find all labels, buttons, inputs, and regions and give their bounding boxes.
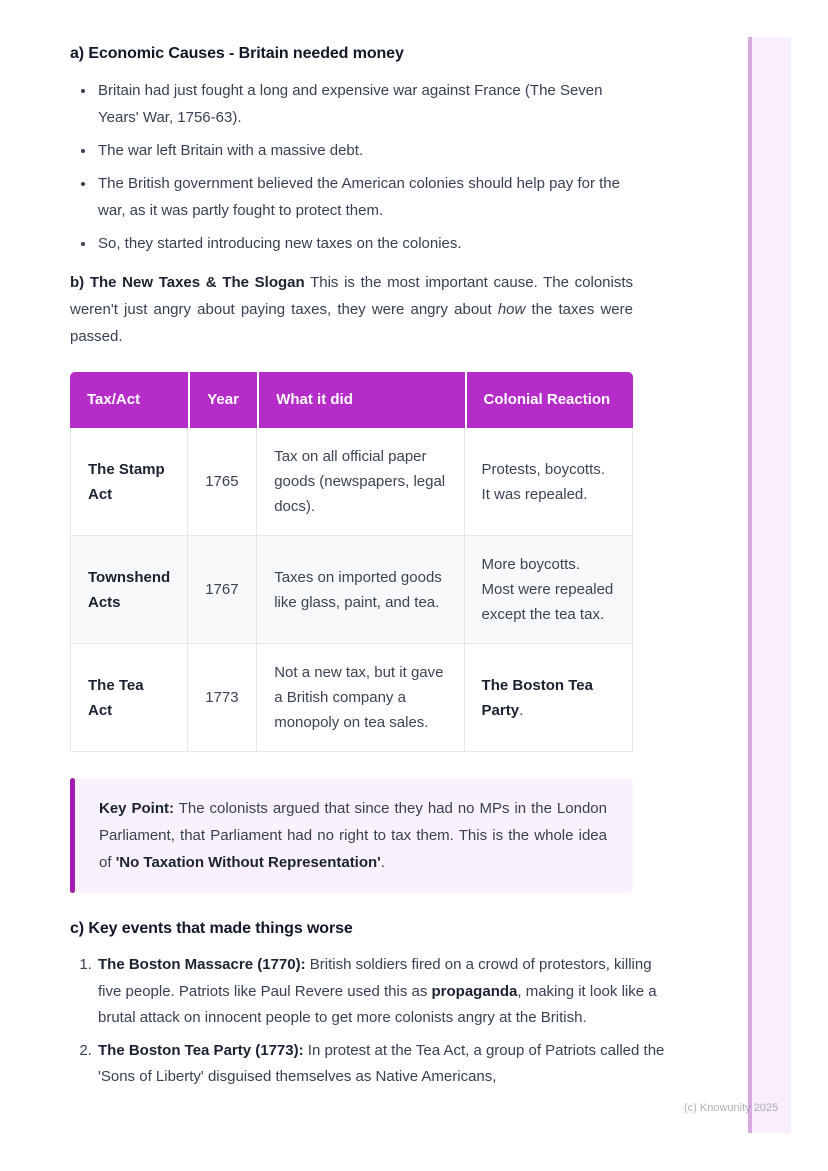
bullet-item: • Britain had just fought a long and expensive war against France (The Seven Years' War, 1756-63).	[96, 77, 633, 131]
bullet-item: • So, they started introducing new taxes on the colonies.	[96, 230, 633, 257]
section-a-bullet-list	[70, 77, 633, 257]
column-header-what-it-did: What it did	[257, 372, 464, 428]
table-row-stamp-act	[70, 428, 633, 536]
keypoint-callout	[70, 778, 633, 893]
item-text: British soldiers fired on a crowd of protestors, killing five people. Patriots like Paul Revere used this as	[98, 956, 652, 1000]
table-row-tea-act	[70, 644, 633, 752]
cell-colonial-reaction: More boycotts. Most were repealed except the tea tax.	[465, 536, 633, 644]
cell-colonial-reaction	[465, 644, 633, 752]
table-header-row	[70, 372, 633, 428]
item-lead-bold: The Boston Tea Party (1773):	[98, 1041, 304, 1059]
section-c-numbered-list	[70, 952, 668, 1091]
section-a-heading: a) Economic Causes - Britain needed money	[70, 45, 404, 62]
keypoint-label: Key Point:	[99, 800, 174, 817]
keypoint-accent-bar	[70, 778, 75, 893]
section-b-italic-word: how	[497, 301, 526, 318]
section-b-text: the taxes were passed.	[70, 301, 633, 345]
cell-tax-act: Townshend Acts	[70, 536, 188, 644]
cell-colonial-reaction: Protests, boycotts. It was repealed.	[465, 428, 633, 536]
cell-reaction-suffix: .	[519, 701, 524, 719]
item-lead-bold: The Boston Massacre (1770):	[98, 956, 306, 973]
copyright-watermark: (c) Knowunity 2025	[684, 1102, 779, 1114]
bullet-item: • The war left Britain with a massive debt.	[96, 137, 633, 164]
item-text: In protest at the Tea Act, a group of Patriots called the 'Sons of Liberty' disguised themselves as Native Americans,	[98, 1041, 665, 1085]
cell-year: 1773	[188, 644, 257, 752]
keypoint-body: The colonists argued that since they had no MPs in the London Parliament, that Parliament had no right to tax them. This is the whole idea of	[99, 800, 607, 871]
column-header-colonial-reaction: Colonial Reaction	[465, 372, 633, 428]
bullet-item: • The British government believed the American colonies should help pay for the war, as it was partly fought to protect them.	[96, 170, 633, 224]
cell-what-it-did: Not a new tax, but it gave a British company a monopoly on tea sales.	[257, 644, 464, 752]
keypoint-slogan-bold: 'No Taxation Without Representation'	[115, 854, 381, 871]
cell-what-it-did: Taxes on imported goods like glass, paint, and tea.	[257, 536, 464, 644]
tax-acts-table	[70, 372, 633, 752]
cell-year: 1767	[188, 536, 257, 644]
page-edge-ribbon	[748, 37, 791, 1133]
section-b-lead-bold: b) The New Taxes & The Slogan	[70, 274, 305, 291]
column-header-tax-act: Tax/Act	[70, 372, 188, 428]
table-row-townshend-acts	[70, 536, 633, 644]
column-header-year: Year	[188, 372, 257, 428]
cell-tax-act: The Stamp Act	[70, 428, 188, 536]
cell-reaction-bold: The Boston Tea Party	[481, 676, 593, 719]
section-b-paragraph	[70, 269, 633, 350]
item-text: , making it look like a brutal attack on innocent people to get more colonists angry at the British.	[98, 982, 657, 1026]
keypoint-text	[99, 795, 607, 876]
page-content	[70, 45, 665, 1097]
section-c-heading: c) Key events that made things worse	[70, 920, 353, 937]
cell-what-it-did: Tax on all official paper goods (newspapers, legal docs).	[257, 428, 464, 536]
numbered-item-boston-tea-party	[96, 1038, 668, 1091]
keypoint-suffix: .	[380, 854, 385, 871]
item-inline-bold: propaganda	[431, 982, 518, 1000]
numbered-item-boston-massacre	[96, 952, 668, 1032]
section-b-text: This is the most important cause. The colonists weren't just angry about paying taxes, they were angry about	[70, 274, 634, 318]
cell-year: 1765	[188, 428, 257, 536]
cell-tax-act: The Tea Act	[70, 644, 188, 752]
